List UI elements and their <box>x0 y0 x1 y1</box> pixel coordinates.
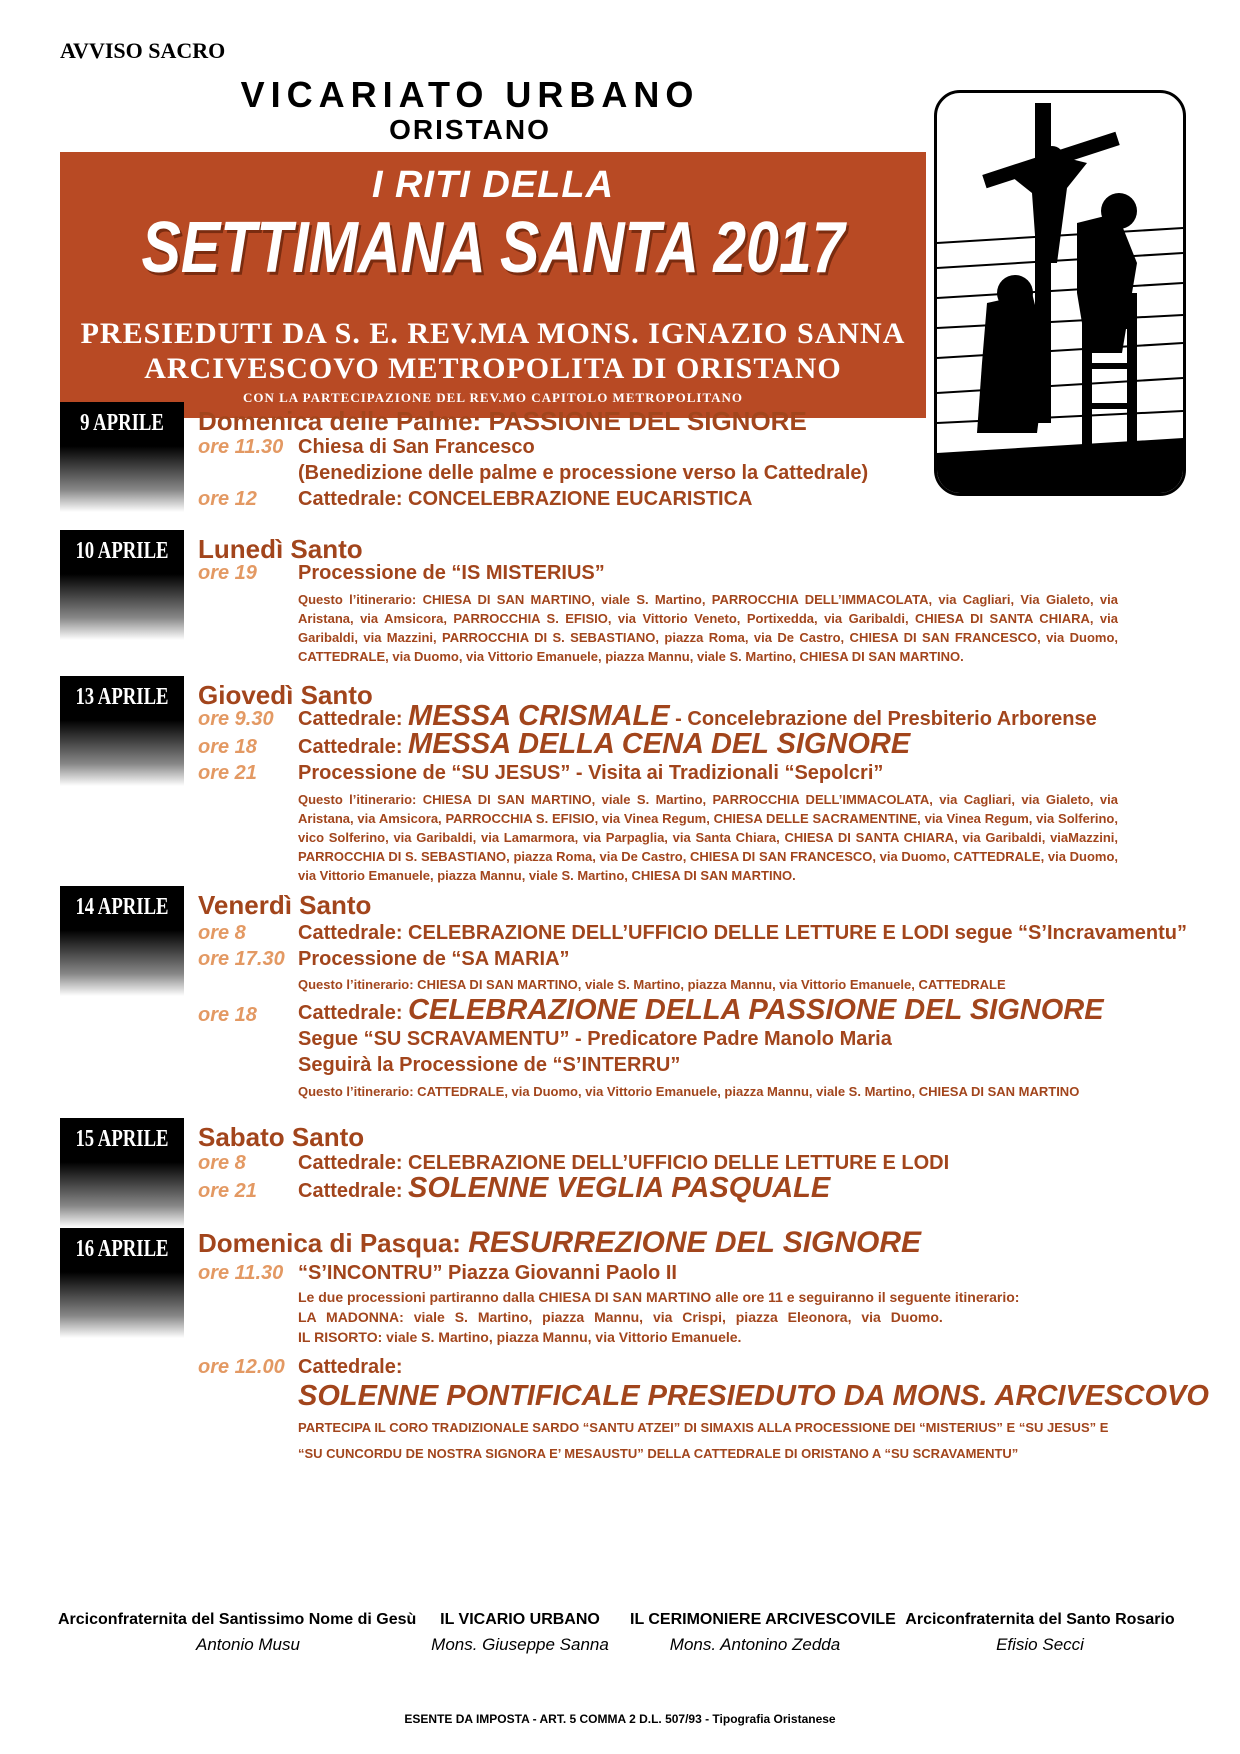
event-line <box>298 1380 1209 1413</box>
date-box-14-aprile <box>60 886 184 996</box>
event-line: Chiesa di San Francesco <box>298 436 535 458</box>
banner-partecipazione: CON LA PARTECIPAZIONE DEL REV.MO CAPITOLO METROPOLITANO <box>242 390 744 405</box>
date-label: 13 APRILE <box>75 684 169 710</box>
date-box-16-aprile <box>60 1228 184 1338</box>
choir-note: PARTECIPA IL CORO TRADIZIONALE SARDO “SANTU ATZEI” DI SIMAXIS ALLA PROCESSIONE DEI “MISTERIUS” E “SU JESUS” E <box>298 1420 1109 1435</box>
signature-name: Efisio Secci <box>996 1635 1084 1654</box>
event-detail: - Concelebrazione del Presbiterio Arborense <box>675 708 1097 730</box>
risorto-route: IL RISORTO: viale S. Martino, piazza Mannu, via Vittorio Emanuele. <box>298 1329 742 1345</box>
itinerary-text: Questo l’itinerario: CHIESA DI SAN MARTINO, viale S. Martino, PARROCCHIA DELL’IMMACOLATA, via Cagliari, via Gialeto, via Aristana, via Amsicora, PARROCCHIA S. EFISIO, via Vinea Regum, CHIESA DELLE SACRAMENTINE, via Vinea Regum, via Solferino, vico Solferino, via Garibaldi, via Lamarmora, via Parpaglia, via Santa Chiara, CHIESA DI SANTA CHIARA, via Garibaldi, viaMazzini, PARROCCHIA DI S. SEBASTIANO, piazza Roma, via De Castro, CHIESA DI SAN FRANCESCO, via Duomo, CATTEDRALE, via Duomo, via Vittorio Emanuele, piazza Mannu, viale S. Martino, CHIESA DI SAN MARTINO. <box>298 792 1118 883</box>
signature-role: Arciconfraternita del Santo Rosario <box>905 1611 1175 1628</box>
signature-block <box>630 1611 896 1655</box>
banner-subtitle: I RITI DELLA <box>371 164 615 206</box>
signature-name: Mons. Giuseppe Sanna <box>431 1635 609 1654</box>
vicariato-title: VICARIATO URBANO <box>240 74 700 115</box>
date-label: 15 APRILE <box>75 1126 169 1152</box>
day-name: Domenica delle Palme: <box>198 406 482 436</box>
event-highlight: SOLENNE PONTIFICALE PRESIEDUTO DA MONS. ARCIVESCOVO <box>298 1380 1209 1412</box>
signature-block <box>900 1611 1180 1655</box>
day-subject: PASSIONE DEL SIGNORE <box>488 406 807 436</box>
event-location: Cattedrale: <box>298 736 403 758</box>
date-label: 9 APRILE <box>80 410 164 436</box>
signature-role: IL VICARIO URBANO <box>440 1611 600 1628</box>
day-title <box>198 1226 921 1260</box>
time-label: ore 12.00 <box>198 1356 285 1378</box>
signature-block <box>420 1611 620 1655</box>
time-label: ore 18 <box>198 736 257 758</box>
event-location: Cattedrale: <box>298 708 403 730</box>
day-title: Giovedì Santo <box>198 680 373 710</box>
event-line <box>298 1172 830 1205</box>
event-highlight: SOLENNE VEGLIA PASQUALE <box>408 1172 831 1204</box>
date-box-9-aprile <box>60 402 184 512</box>
banner-arcivescovo: ARCIVESCOVO METROPOLITA DI ORISTANO <box>144 352 842 385</box>
date-box-13-aprile <box>60 676 184 786</box>
event-line: Cattedrale: CELEBRAZIONE DELL’UFFICIO DELLE LETTURE E LODI segue “S’Incravamentu” <box>298 922 1188 944</box>
time-label: ore 18 <box>198 1004 257 1026</box>
day-title: Lunedì Santo <box>198 534 363 564</box>
signature-block <box>58 1611 438 1655</box>
avviso-label: AVVISO SACRO <box>60 38 226 63</box>
day-subject: RESURREZIONE DEL SIGNORE <box>468 1226 922 1259</box>
date-label: 10 APRILE <box>75 538 169 564</box>
date-label: 16 APRILE <box>75 1236 169 1262</box>
signature-role: IL CERIMONIERE ARCIVESCOVILE <box>630 1611 896 1628</box>
time-label: ore 21 <box>198 1180 257 1202</box>
signature-name: Antonio Musu <box>196 1635 300 1654</box>
date-box-10-aprile <box>60 530 184 640</box>
event-line: Processione de “SU JESUS” - Visita ai Tradizionali “Sepolcri” <box>298 762 884 784</box>
event-line: Cattedrale: CELEBRAZIONE DELL’UFFICIO DELLE LETTURE E LODI <box>298 1152 950 1174</box>
city-title: ORISTANO <box>389 114 551 145</box>
day-title <box>198 406 807 437</box>
event-line: Cattedrale: <box>298 1356 403 1378</box>
procession-note: Le due processioni partiranno dalla CHIESA DI SAN MARTINO alle ore 11 e seguiranno il seguente itinerario: <box>298 1289 1020 1305</box>
choir-note: “SU CUNCORDU DE NOSTRA SIGNORA E’ MESAUSTU” DELLA CATTEDRALE DI ORISTANO A “SU SCRAVAMENTU” <box>298 1446 1019 1461</box>
event-highlight: MESSA CRISMALE <box>408 700 670 732</box>
date-box-15-aprile <box>60 1118 184 1228</box>
event-line: Cattedrale: CONCELEBRAZIONE EUCARISTICA <box>298 488 753 510</box>
deposition-illustration <box>934 90 1186 496</box>
title-banner <box>60 152 926 418</box>
event-line: Segue “SU SCRAVAMENTU” - Predicatore Padre Manolo Maria <box>298 1028 892 1050</box>
event-line: “S’INCONTRU” Piazza Giovanni Paolo II <box>298 1262 677 1284</box>
event-location: Cattedrale: <box>298 1002 403 1024</box>
event-location: Cattedrale: <box>298 1180 403 1202</box>
time-label: ore 9.30 <box>198 708 274 730</box>
footer-note: ESENTE DA IMPOSTA - ART. 5 COMMA 2 D.L. 507/93 - Tipografia Oristanese <box>404 1712 836 1726</box>
time-label: ore 11.30 <box>198 436 284 458</box>
itinerary-text: Questo l’itinerario: CHIESA DI SAN MARTINO, viale S. Martino, PARROCCHIA DELL’IMMACOLATA, via Cagliari, Via Gialeto, via Aristana, via Amsicora, PARROCCHIA S. EFISIO, via Vittorio Veneto, Portixedda, via Garibaldi, CHIESA DI SANTA CHIARA, via Garibaldi, via Mazzini, PARROCCHIA DI S. SEBASTIANO, piazza Roma, via De Castro, CHIESA DI SAN FRANCESCO, via Duomo, CATTEDRALE, via Duomo, via Vittorio Emanuele, piazza Mannu, viale S. Martino, CHIESA DI SAN MARTINO. <box>298 592 1118 664</box>
itinerary-text: Questo l’itinerario: CHIESA DI SAN MARTINO, viale S. Martino, piazza Mannu, via Vittorio Emanuele, CATTEDRALE <box>298 977 1006 992</box>
event-line: (Benedizione delle palme e processione verso la Cattedrale) <box>298 462 869 484</box>
day-title: Sabato Santo <box>198 1122 365 1152</box>
signature-name: Mons. Antonino Zedda <box>669 1635 841 1654</box>
event-line <box>298 728 910 761</box>
time-label: ore 12 <box>198 488 257 510</box>
time-label: ore 19 <box>198 562 257 584</box>
time-label: ore 8 <box>198 1152 246 1174</box>
event-line: Processione de “IS MISTERIUS” <box>298 562 605 584</box>
time-label: ore 11.30 <box>198 1262 284 1284</box>
event-line <box>298 994 1104 1027</box>
event-line: Seguirà la Processione de “S’INTERRU” <box>298 1054 681 1076</box>
date-label: 14 APRILE <box>75 894 169 920</box>
event-highlight: MESSA DELLA CENA DEL SIGNORE <box>408 728 911 760</box>
day-title: Venerdì Santo <box>198 890 372 920</box>
event-highlight: CELEBRAZIONE DELLA PASSIONE DEL SIGNORE <box>408 994 1104 1026</box>
madonna-route: LA MADONNA: viale S. Martino, piazza Mannu, via Crispi, piazza Eleonora, via Duomo. <box>298 1309 943 1325</box>
event-line: Processione de “SA MARIA” <box>298 948 570 970</box>
banner-title: SETTIMANA SANTA 2017 <box>141 208 845 288</box>
time-label: ore 8 <box>198 922 246 944</box>
day-name: Domenica di Pasqua: <box>198 1228 461 1258</box>
time-label: ore 21 <box>198 762 257 784</box>
deposition-drawing <box>937 93 1183 493</box>
itinerary-text: Questo l’itinerario: CATTEDRALE, via Duomo, via Vittorio Emanuele, piazza Mannu, viale S. Martino, CHIESA DI SAN MARTINO <box>298 1084 1080 1099</box>
signature-role: Arciconfraternita del Santissimo Nome di Gesù <box>58 1611 417 1628</box>
time-label: ore 17.30 <box>198 948 285 970</box>
banner-presieduti: PRESIEDUTI DA S. E. REV.MA MONS. IGNAZIO SANNA <box>80 317 906 350</box>
